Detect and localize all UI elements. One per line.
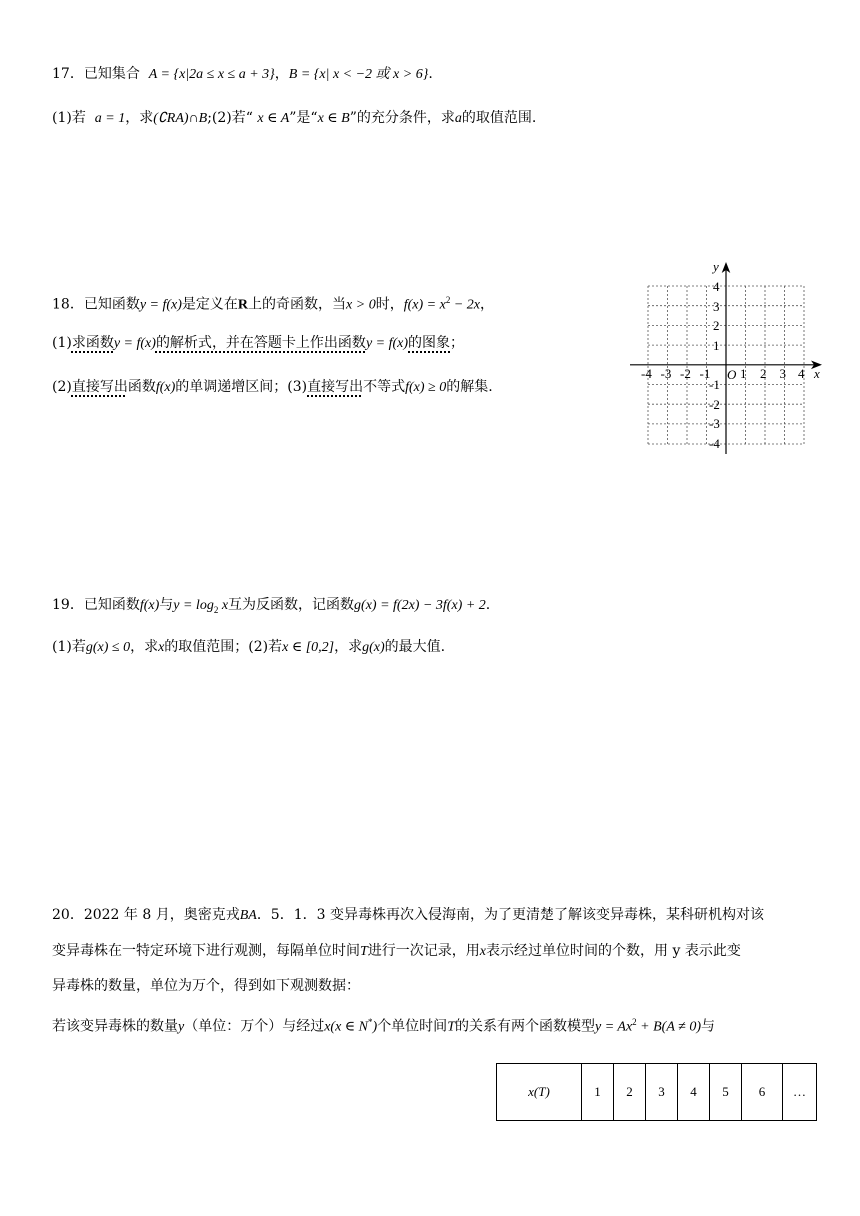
q20-line4-star: * bbox=[368, 1017, 373, 1027]
q18-def-pre: 是定义在 bbox=[181, 296, 238, 313]
table-cell: 4 bbox=[678, 1064, 710, 1121]
q20-line2 bbox=[52, 941, 741, 962]
q20-line4-close: ) bbox=[372, 1019, 378, 1035]
q18-p2-b: 直接写出 bbox=[71, 379, 128, 395]
table-cell: 3 bbox=[646, 1064, 678, 1121]
q18-p2-ineq: f(x) ≥ 0 bbox=[405, 380, 447, 395]
q17-part2-post: ”的充分条件，求 bbox=[349, 110, 455, 126]
x-tick-label: 2 bbox=[760, 366, 767, 381]
q19-mid: 互为反函数，记函数 bbox=[228, 597, 355, 613]
q20-line4-x: x(x ∈ N bbox=[324, 1019, 369, 1035]
x-tick-label: 1 bbox=[740, 366, 747, 381]
q18-p1-d: ，并在答题卡上作出函数 bbox=[211, 335, 366, 351]
q18-p1-b: 求函数 bbox=[71, 335, 114, 351]
q19-log-base: 2 bbox=[213, 604, 219, 615]
origin-label: O bbox=[727, 367, 737, 382]
q19-p1-post: 的取值范围；(2)若 bbox=[164, 639, 283, 655]
x-tick-label: 4 bbox=[798, 366, 805, 381]
q20-line2-x: x bbox=[479, 944, 487, 959]
q20-line1 bbox=[52, 905, 764, 926]
table-cell: 1 bbox=[582, 1064, 614, 1121]
q18-def-post: 上的奇函数，当 bbox=[248, 296, 347, 313]
x-tick-label: -4 bbox=[641, 366, 652, 381]
x-tick-label: -1 bbox=[699, 366, 711, 381]
x-tick-labels bbox=[641, 366, 805, 381]
table-cell: 6 bbox=[742, 1064, 783, 1121]
q20-line4-mid1: （单位：万个）与经过 bbox=[184, 1018, 325, 1035]
x-tick-label: 3 bbox=[779, 366, 786, 381]
q19-p2-post: 的最大值. bbox=[384, 639, 446, 655]
y-tick-label: 4 bbox=[713, 279, 720, 294]
q18-func: y = f(x) bbox=[139, 297, 182, 313]
q20-line4-model2: + B(A ≠ 0) bbox=[636, 1019, 701, 1035]
q20-line4-mid2: 个单位时间 bbox=[377, 1018, 448, 1035]
q20-line4-pre: 若该变异毒株的数量 bbox=[52, 1018, 178, 1035]
q17-part1-pre: (1)若 bbox=[52, 110, 86, 126]
q17-number: 17． bbox=[52, 66, 84, 82]
y-tick-label: -1 bbox=[709, 377, 720, 392]
q19-log: y = log bbox=[173, 598, 214, 613]
q20-line4 bbox=[52, 1012, 715, 1038]
q17-setA: A = {x|2a ≤ x ≤ a + 3} bbox=[148, 67, 275, 82]
table-cell: … bbox=[783, 1064, 817, 1121]
table-cell: 2 bbox=[614, 1064, 646, 1121]
x-tick-label: -2 bbox=[680, 366, 691, 381]
q19-p1-cond: g(x) ≤ 0 bbox=[85, 640, 131, 655]
q17-part1-cond: a = 1 bbox=[94, 111, 126, 126]
q18-line2 bbox=[52, 333, 464, 354]
y-tick-label: 3 bbox=[713, 299, 720, 314]
q18-formula-lhs: f(x) = x bbox=[403, 297, 446, 313]
y-tick-label: -3 bbox=[709, 416, 720, 431]
q20-line4-model: y = Ax bbox=[594, 1019, 633, 1035]
q18-p2-g: 的解集. bbox=[446, 379, 493, 395]
q20-line1-pre: 20．2022 年 8 月，奥密克戎 bbox=[52, 907, 240, 923]
q19-g-def: g(x) = f(2x) − 3f(x) + 2 bbox=[354, 598, 486, 613]
q20-line2-T: T bbox=[360, 944, 368, 959]
q18-line3 bbox=[52, 377, 493, 398]
q18-line1 bbox=[52, 290, 494, 316]
q17-comma: ， bbox=[274, 66, 289, 82]
q20-line4-T: T bbox=[447, 1019, 455, 1035]
q17-part2-cond2: x ∈ B bbox=[317, 111, 350, 126]
q20-line4-end: 与 bbox=[700, 1018, 715, 1035]
q19-p2-cond: x ∈ [0,2] bbox=[282, 640, 335, 655]
q18-cond: x > 0 bbox=[346, 297, 376, 313]
q18-p1-c: 的解析式 bbox=[155, 335, 212, 351]
q18-p1-e: 的图象 bbox=[408, 335, 451, 351]
y-tick-label: -4 bbox=[709, 436, 720, 451]
q19-p2-g: g(x) bbox=[362, 640, 385, 655]
table-header-cell: x(T) bbox=[497, 1064, 582, 1121]
y-tick-label: -2 bbox=[709, 397, 720, 412]
q19-end: . bbox=[485, 597, 491, 613]
table-cell: 5 bbox=[710, 1064, 742, 1121]
q19-line1 bbox=[52, 595, 490, 620]
q17-part1-expr: (∁RA)∩B bbox=[153, 111, 208, 126]
q19-f: f(x) bbox=[139, 598, 160, 613]
q19-p1-pre: (1)若 bbox=[52, 639, 86, 655]
q18-R: R bbox=[237, 297, 249, 313]
q20-line2-post: 表示经过单位时间的个数，用 y 表示此变 bbox=[486, 943, 741, 959]
q20-line4-mid3: 的关系有两个函数模型 bbox=[454, 1018, 595, 1035]
q20-line1-post: ．5．1．3 变异毒株再次入侵海南，为了更清楚了解该变异毒株，某科研机构对该 bbox=[256, 907, 764, 923]
q18-intro: 已知函数 bbox=[83, 296, 140, 313]
observation-table bbox=[496, 1063, 817, 1121]
q17-part2-end: 的取值范围. bbox=[461, 110, 537, 126]
q18-formula-end: ， bbox=[479, 296, 494, 313]
y-tick-label: 2 bbox=[713, 318, 720, 333]
q18-when: 时， bbox=[375, 296, 404, 313]
q18-p1-f: ； bbox=[450, 335, 465, 351]
q20-line3 bbox=[52, 976, 360, 996]
table-row bbox=[497, 1064, 817, 1121]
q19-with: 与 bbox=[159, 597, 174, 613]
q19-line2 bbox=[52, 637, 445, 658]
x-tick-label: -3 bbox=[660, 366, 672, 381]
q18-p1-num: (1) bbox=[52, 335, 72, 351]
q18-p1-func: y = f(x) bbox=[113, 336, 156, 351]
q17-setB: B = {x| x < −2 或 x > 6} bbox=[288, 67, 429, 82]
y-tick-label: 1 bbox=[713, 338, 720, 353]
q20-line4-y: y bbox=[178, 1019, 185, 1035]
q19-intro: 已知函数 bbox=[83, 597, 140, 613]
q18-formula-rhs: − 2x bbox=[450, 297, 480, 313]
q17-part2-cond1: x ∈ A bbox=[257, 111, 290, 126]
q17-line1 bbox=[52, 64, 433, 85]
q20-line3: 异毒株的数量，单位为万个，得到如下观测数据： bbox=[52, 978, 360, 994]
q20-line4-exp: 2 bbox=[632, 1017, 637, 1027]
q18-p2-f: 不等式 bbox=[363, 379, 406, 395]
q18-p2-num: (2) bbox=[52, 379, 72, 395]
q18-number: 18． bbox=[52, 296, 84, 313]
q17-line2 bbox=[52, 108, 536, 129]
y-axis-label: y bbox=[713, 259, 719, 274]
q17-part2-pre: ;(2)若“ bbox=[207, 110, 253, 126]
q19-number: 19． bbox=[52, 597, 84, 613]
q17-end: . bbox=[428, 66, 433, 82]
q19-p2-mid: ，求 bbox=[334, 639, 363, 655]
q18-formula-exp: 2 bbox=[445, 295, 451, 305]
q18-p2-e: 直接写出 bbox=[307, 379, 364, 395]
q18-p1-func2: y = f(x) bbox=[365, 336, 409, 351]
q17-part1-ask: ，求 bbox=[125, 110, 154, 126]
q17-part2-mid: ”是“ bbox=[289, 110, 318, 126]
coordinate-grid bbox=[628, 258, 828, 458]
q18-p2-func: f(x) bbox=[155, 380, 176, 395]
q19-log-arg: x bbox=[218, 598, 229, 613]
q19-p1-mid: ，求 bbox=[130, 639, 159, 655]
q17-intro: 已知集合 bbox=[83, 66, 140, 82]
x-axis-label: x bbox=[814, 366, 820, 381]
q20-line2-mid: 进行一次记录，用 bbox=[367, 943, 480, 959]
q17-part2-var: a bbox=[454, 111, 462, 126]
q19-p1-var: x bbox=[158, 640, 165, 655]
q20-line2-pre: 变异毒株在一特定环境下进行观测，每隔单位时间 bbox=[52, 943, 360, 959]
q20-ba: BA bbox=[239, 908, 257, 923]
q18-p2-c: 函数 bbox=[127, 379, 156, 395]
q18-p2-d: 的单调递增区间；(3) bbox=[175, 379, 308, 395]
